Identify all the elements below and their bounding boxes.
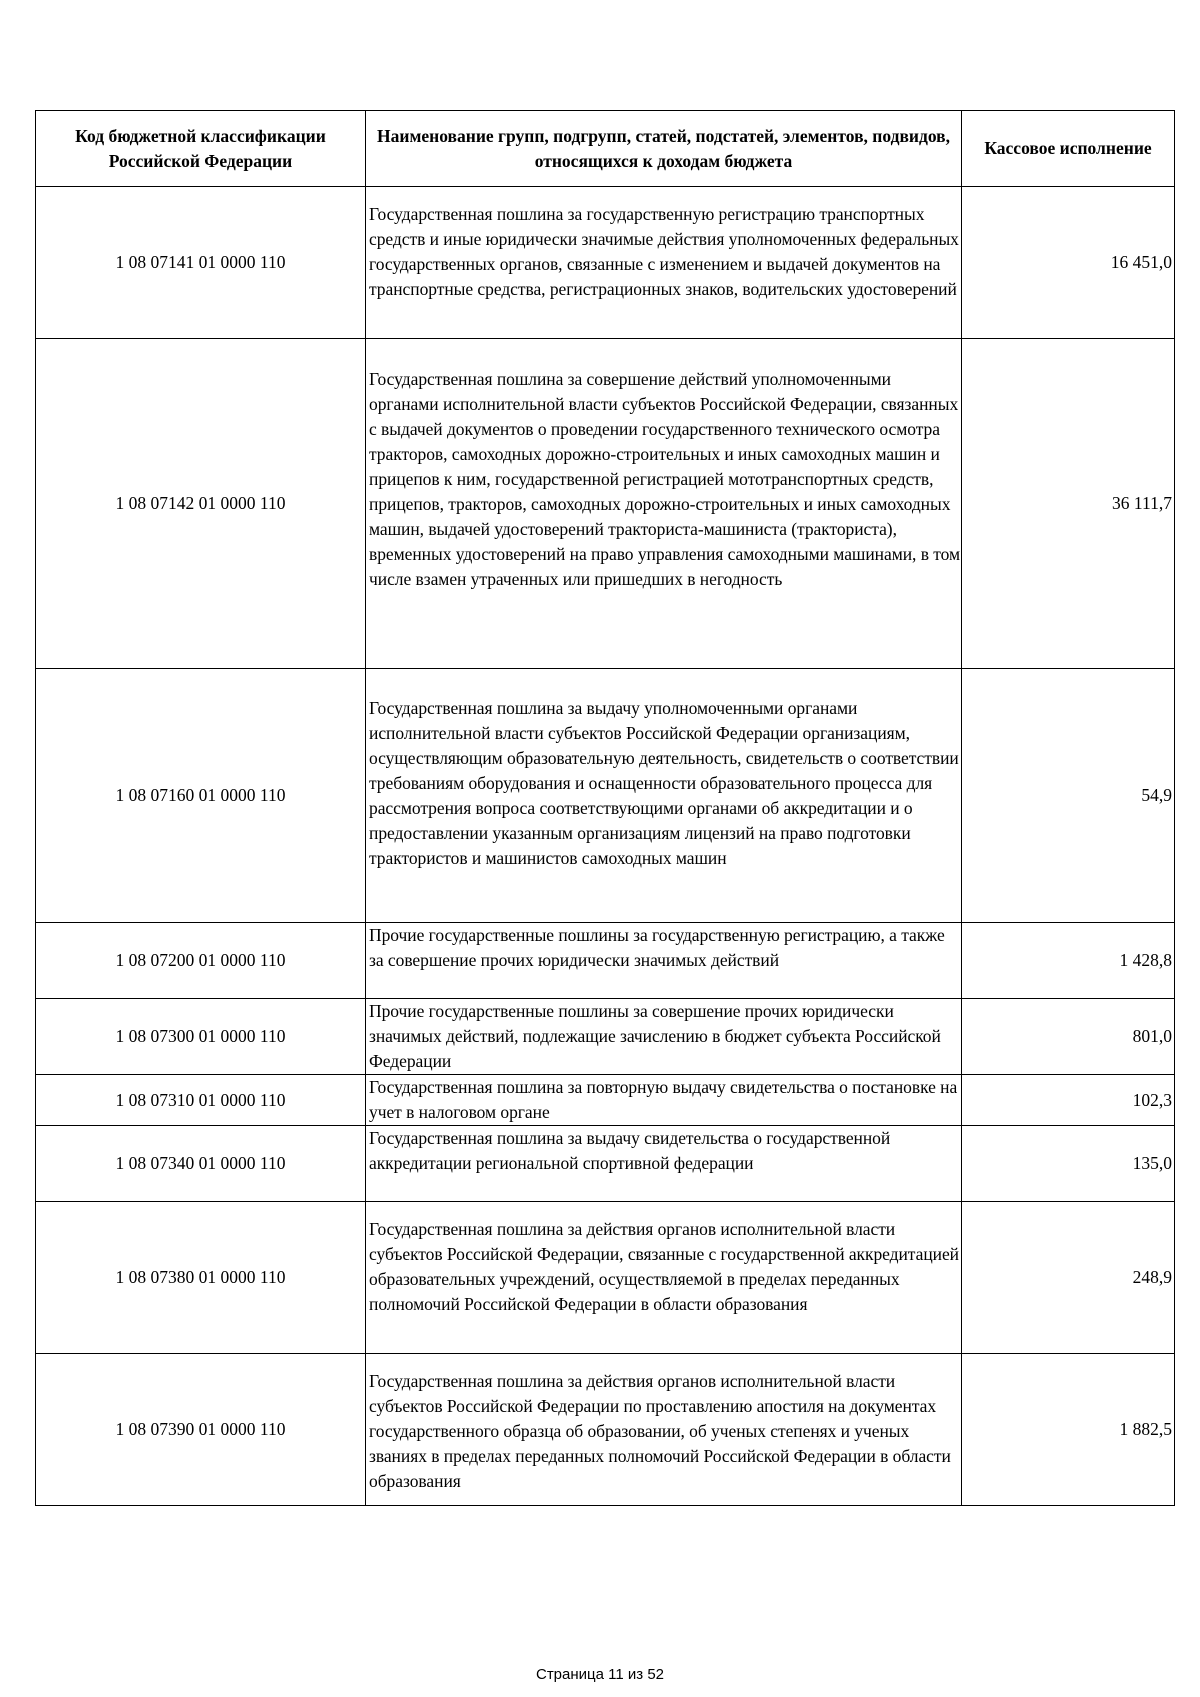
table-row <box>36 187 1175 339</box>
page-label: Страница <box>535 1666 604 1683</box>
row-name: Государственная пошлина за совершение действий уполномоченными органами исполнительной власти субъектов Российской Федерации, связанных с выдачей документов о проведении государственного технического осмотра тракторов, самоходных дорожно-строительных и иных самоходных машин и прицепов к ним, государственной регистрацией мототранспортных средств, прицепов, тракторов, самоходных дорожно-строительных и иных самоходных машин, выдачей удостоверений тракториста-машиниста (тракториста), временных удостоверений на право управления самоходными машинами, в том числе взамен утраченных или пришедших в негодность <box>366 339 962 669</box>
row-code: 1 08 07141 01 0000 110 <box>36 187 366 339</box>
row-amount: 135,0 <box>962 1126 1175 1202</box>
row-code: 1 08 07390 01 0000 110 <box>36 1354 366 1506</box>
table-row <box>36 1126 1175 1202</box>
header-name: Наименование групп, подгрупп, статей, подстатей, элементов, подвидов, относящихся к доходам бюджета <box>366 111 962 187</box>
row-name: Государственная пошлина за выдачу уполномоченными органами исполнительной власти субъектов Российской Федерации организациям, осуществляющим образовательную деятельность, свидетельств о соответствии требованиям оборудования и оснащенности образовательного процесса для рассмотрения вопроса соответствующими органами об аккредитации и о предоставлении указанным организациям лицензий на право подготовки трактористов и машинистов самоходных машин <box>366 669 962 923</box>
row-code: 1 08 07160 01 0000 110 <box>36 669 366 923</box>
table-row <box>36 339 1175 669</box>
page-total: 52 <box>647 1666 665 1683</box>
page-of-label: из <box>627 1666 644 1683</box>
row-amount: 16 451,0 <box>962 187 1175 339</box>
header-amount: Кассовое исполнение <box>962 111 1175 187</box>
header-code: Код бюджетной классификации Российской Федерации <box>36 111 366 187</box>
table-row <box>36 1354 1175 1506</box>
table-row <box>36 1202 1175 1354</box>
table-header-row <box>36 111 1175 187</box>
row-code: 1 08 07380 01 0000 110 <box>36 1202 366 1354</box>
row-name: Государственная пошлина за государственную регистрацию транспортных средств и иные юридически значимые действия уполномоченных федеральных государственных органов, связанные с изменением и выдачей документов на транспортные средства, регистрационных знаков, водительских удостоверений <box>366 187 962 339</box>
row-amount: 102,3 <box>962 1075 1175 1126</box>
row-amount: 54,9 <box>962 669 1175 923</box>
row-name: Прочие государственные пошлины за государственную регистрацию, а также за совершение прочих юридически значимых действий <box>366 923 962 999</box>
table-row <box>36 669 1175 923</box>
row-code: 1 08 07200 01 0000 110 <box>36 923 366 999</box>
row-code: 1 08 07340 01 0000 110 <box>36 1126 366 1202</box>
row-name: Государственная пошлина за действия органов исполнительной власти субъектов Российской Федерации по проставлению апостиля на документах государственного образца об образовании, об ученых степенях и ученых званиях в пределах переданных полномочий Российской Федерации в области образования <box>366 1354 962 1506</box>
row-code: 1 08 07300 01 0000 110 <box>36 999 366 1075</box>
row-code: 1 08 07142 01 0000 110 <box>36 339 366 669</box>
table-row <box>36 1075 1175 1126</box>
row-amount: 36 111,7 <box>962 339 1175 669</box>
row-name: Государственная пошлина за повторную выдачу свидетельства о постановке на учет в налоговом органе <box>366 1075 962 1126</box>
row-amount: 1 428,8 <box>962 923 1175 999</box>
table-row <box>36 999 1175 1075</box>
row-name: Государственная пошлина за действия органов исполнительной власти субъектов Российской Федерации, связанные с государственной аккредитацией образовательных учреждений, осуществляемой в пределах переданных полномочий Российской Федерации в области образования <box>366 1202 962 1354</box>
page-number: 11 <box>608 1666 624 1683</box>
row-name: Государственная пошлина за выдачу свидетельства о государственной аккредитации региональной спортивной федерации <box>366 1126 962 1202</box>
page-footer <box>0 1666 1200 1684</box>
budget-revenue-table <box>35 110 1175 1506</box>
row-amount: 1 882,5 <box>962 1354 1175 1506</box>
row-amount: 248,9 <box>962 1202 1175 1354</box>
table-row <box>36 923 1175 999</box>
row-name: Прочие государственные пошлины за совершение прочих юридически значимых действий, подлежащие зачислению в бюджет субъекта Российской Федерации <box>366 999 962 1075</box>
row-code: 1 08 07310 01 0000 110 <box>36 1075 366 1126</box>
row-amount: 801,0 <box>962 999 1175 1075</box>
